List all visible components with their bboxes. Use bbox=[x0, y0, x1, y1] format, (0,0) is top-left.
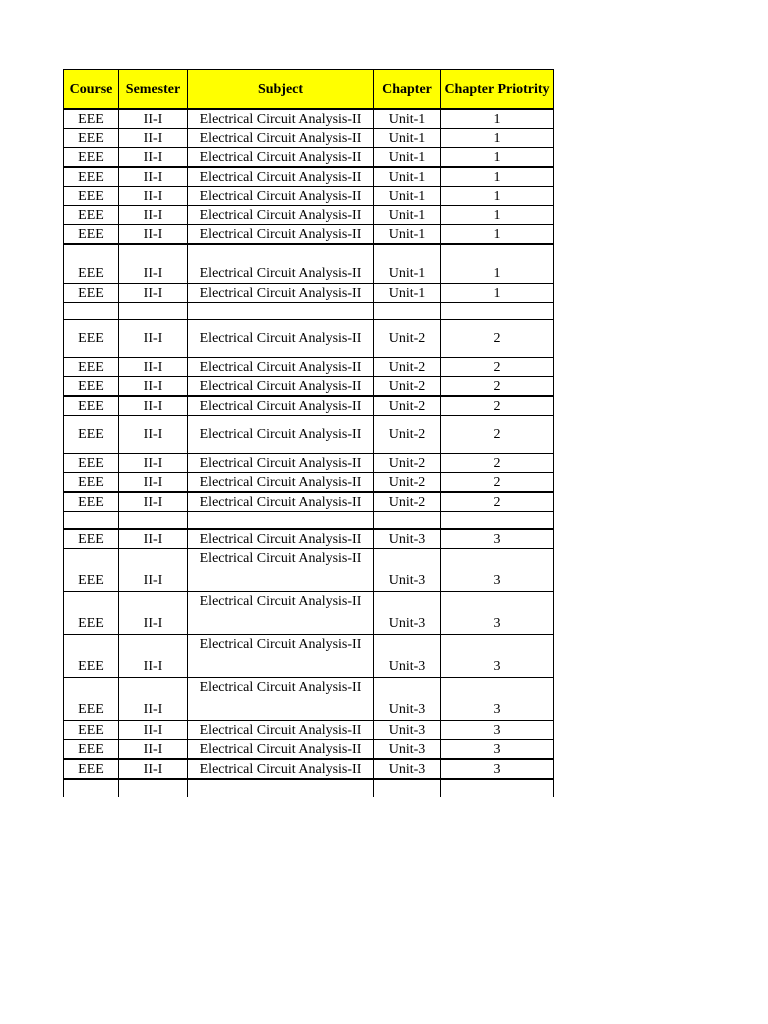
cell-subject[interactable]: Electrical Circuit Analysis-II bbox=[188, 244, 374, 284]
cell-course[interactable]: EEE bbox=[64, 759, 119, 779]
chapter-priority-table bbox=[63, 69, 554, 797]
cell-course[interactable] bbox=[64, 779, 119, 797]
cell-semester[interactable]: II-I bbox=[119, 416, 188, 454]
cell-chapter[interactable]: Unit-2 bbox=[374, 377, 441, 397]
table-row bbox=[64, 740, 554, 760]
cell-priority[interactable]: 3 bbox=[441, 592, 554, 635]
cell-subject[interactable]: Electrical Circuit Analysis-II bbox=[188, 396, 374, 416]
cell-semester[interactable]: II-I bbox=[119, 396, 188, 416]
cell-priority[interactable]: 2 bbox=[441, 396, 554, 416]
table-row bbox=[64, 225, 554, 245]
header-row bbox=[64, 70, 554, 110]
table-row-empty bbox=[64, 512, 554, 530]
cell-chapter[interactable]: Unit-1 bbox=[374, 206, 441, 225]
cell-priority[interactable]: 2 bbox=[441, 454, 554, 473]
cell-semester[interactable]: II-I bbox=[119, 187, 188, 206]
cell-chapter[interactable]: Unit-3 bbox=[374, 592, 441, 635]
cell-course[interactable]: EEE bbox=[64, 454, 119, 473]
cell-subject[interactable]: Electrical Circuit Analysis-II bbox=[188, 206, 374, 225]
cell-subject[interactable]: Electrical Circuit Analysis-II bbox=[188, 284, 374, 303]
cell-course[interactable]: EEE bbox=[64, 358, 119, 377]
cell-chapter[interactable]: Unit-2 bbox=[374, 320, 441, 358]
cell-chapter[interactable]: Unit-1 bbox=[374, 284, 441, 303]
cell-semester[interactable]: II-I bbox=[119, 473, 188, 493]
cell-semester[interactable]: II-I bbox=[119, 678, 188, 721]
cell-semester[interactable]: II-I bbox=[119, 225, 188, 245]
cell-chapter[interactable]: Unit-2 bbox=[374, 416, 441, 454]
cell-chapter[interactable]: Unit-2 bbox=[374, 358, 441, 377]
cell-semester[interactable]: II-I bbox=[119, 740, 188, 760]
cell-priority[interactable]: 1 bbox=[441, 109, 554, 129]
cell-priority[interactable]: 3 bbox=[441, 549, 554, 592]
cell-semester[interactable]: II-I bbox=[119, 244, 188, 284]
header-subject[interactable]: Subject bbox=[188, 70, 374, 110]
cell-course[interactable]: EEE bbox=[64, 244, 119, 284]
cell-priority[interactable]: 1 bbox=[441, 284, 554, 303]
cell-subject[interactable]: Electrical Circuit Analysis-II bbox=[188, 416, 374, 454]
cell-priority[interactable]: 1 bbox=[441, 148, 554, 168]
cell-subject[interactable]: Electrical Circuit Analysis-II bbox=[188, 225, 374, 245]
table-row bbox=[64, 416, 554, 454]
cell-chapter[interactable]: Unit-3 bbox=[374, 759, 441, 779]
table-row bbox=[64, 396, 554, 416]
cell-subject[interactable]: Electrical Circuit Analysis-II bbox=[188, 109, 374, 129]
table-row bbox=[64, 759, 554, 779]
cell-subject[interactable]: Electrical Circuit Analysis-II bbox=[188, 678, 374, 721]
cell-chapter[interactable]: Unit-1 bbox=[374, 167, 441, 187]
cell-chapter[interactable]: Unit-2 bbox=[374, 473, 441, 493]
cell-priority[interactable]: 1 bbox=[441, 225, 554, 245]
cell-course[interactable]: EEE bbox=[64, 416, 119, 454]
table-row bbox=[64, 148, 554, 168]
cell-subject[interactable]: Electrical Circuit Analysis-II bbox=[188, 473, 374, 493]
cell-semester[interactable]: II-I bbox=[119, 129, 188, 148]
header-course[interactable]: Course bbox=[64, 70, 119, 110]
cell-chapter[interactable] bbox=[374, 303, 441, 320]
table-row-empty bbox=[64, 779, 554, 797]
cell-priority[interactable]: 1 bbox=[441, 167, 554, 187]
cell-chapter[interactable]: Unit-2 bbox=[374, 454, 441, 473]
cell-chapter[interactable] bbox=[374, 779, 441, 797]
table-row-empty bbox=[64, 303, 554, 320]
cell-semester[interactable]: II-I bbox=[119, 454, 188, 473]
cell-semester[interactable]: II-I bbox=[119, 109, 188, 129]
cell-chapter[interactable]: Unit-3 bbox=[374, 721, 441, 740]
cell-semester[interactable]: II-I bbox=[119, 284, 188, 303]
cell-semester[interactable]: II-I bbox=[119, 206, 188, 225]
cell-subject[interactable]: Electrical Circuit Analysis-II bbox=[188, 740, 374, 760]
cell-course[interactable]: EEE bbox=[64, 284, 119, 303]
cell-subject[interactable]: Electrical Circuit Analysis-II bbox=[188, 167, 374, 187]
table-row bbox=[64, 492, 554, 512]
cell-subject[interactable]: Electrical Circuit Analysis-II bbox=[188, 592, 374, 635]
table-row bbox=[64, 167, 554, 187]
cell-priority[interactable]: 3 bbox=[441, 759, 554, 779]
cell-priority[interactable]: 2 bbox=[441, 473, 554, 493]
cell-chapter[interactable]: Unit-3 bbox=[374, 529, 441, 549]
cell-chapter[interactable]: Unit-2 bbox=[374, 492, 441, 512]
cell-subject[interactable]: Electrical Circuit Analysis-II bbox=[188, 377, 374, 397]
cell-chapter[interactable]: Unit-1 bbox=[374, 109, 441, 129]
cell-semester[interactable]: II-I bbox=[119, 592, 188, 635]
cell-subject[interactable]: Electrical Circuit Analysis-II bbox=[188, 187, 374, 206]
table-row bbox=[64, 549, 554, 592]
cell-semester[interactable]: II-I bbox=[119, 358, 188, 377]
cell-chapter[interactable]: Unit-1 bbox=[374, 244, 441, 284]
cell-course[interactable]: EEE bbox=[64, 678, 119, 721]
table-row bbox=[64, 592, 554, 635]
table-row bbox=[64, 529, 554, 549]
cell-priority[interactable]: 2 bbox=[441, 416, 554, 454]
cell-subject[interactable]: Electrical Circuit Analysis-II bbox=[188, 129, 374, 148]
cell-chapter[interactable]: Unit-1 bbox=[374, 187, 441, 206]
cell-course[interactable]: EEE bbox=[64, 377, 119, 397]
cell-course[interactable]: EEE bbox=[64, 396, 119, 416]
table-row bbox=[64, 358, 554, 377]
cell-chapter[interactable]: Unit-3 bbox=[374, 678, 441, 721]
cell-course[interactable]: EEE bbox=[64, 473, 119, 493]
cell-priority[interactable]: 3 bbox=[441, 740, 554, 760]
cell-semester[interactable]: II-I bbox=[119, 167, 188, 187]
cell-semester[interactable] bbox=[119, 779, 188, 797]
cell-subject[interactable]: Electrical Circuit Analysis-II bbox=[188, 492, 374, 512]
cell-priority[interactable]: 3 bbox=[441, 529, 554, 549]
cell-priority[interactable]: 2 bbox=[441, 358, 554, 377]
header-chapter-priority[interactable]: Chapter Priotrity bbox=[441, 70, 554, 110]
cell-course[interactable]: EEE bbox=[64, 549, 119, 592]
cell-subject[interactable]: Electrical Circuit Analysis-II bbox=[188, 358, 374, 377]
cell-priority[interactable] bbox=[441, 303, 554, 320]
cell-priority[interactable]: 1 bbox=[441, 206, 554, 225]
table-row bbox=[64, 109, 554, 129]
cell-course[interactable]: EEE bbox=[64, 167, 119, 187]
cell-course[interactable]: EEE bbox=[64, 148, 119, 168]
table-row bbox=[64, 206, 554, 225]
cell-course[interactable]: EEE bbox=[64, 592, 119, 635]
cell-chapter[interactable] bbox=[374, 512, 441, 530]
cell-subject[interactable] bbox=[188, 303, 374, 320]
cell-subject[interactable]: Electrical Circuit Analysis-II bbox=[188, 529, 374, 549]
cell-priority[interactable]: 3 bbox=[441, 635, 554, 678]
table-row bbox=[64, 635, 554, 678]
table-row bbox=[64, 454, 554, 473]
cell-priority[interactable]: 2 bbox=[441, 492, 554, 512]
header-chapter[interactable]: Chapter bbox=[374, 70, 441, 110]
cell-priority[interactable] bbox=[441, 512, 554, 530]
cell-priority[interactable]: 1 bbox=[441, 187, 554, 206]
cell-course[interactable]: EEE bbox=[64, 109, 119, 129]
cell-priority[interactable]: 1 bbox=[441, 244, 554, 284]
cell-semester[interactable]: II-I bbox=[119, 635, 188, 678]
cell-course[interactable]: EEE bbox=[64, 529, 119, 549]
cell-semester[interactable]: II-I bbox=[119, 320, 188, 358]
cell-course[interactable]: EEE bbox=[64, 187, 119, 206]
table-row bbox=[64, 244, 554, 284]
cell-semester[interactable]: II-I bbox=[119, 148, 188, 168]
cell-subject[interactable]: Electrical Circuit Analysis-II bbox=[188, 148, 374, 168]
cell-subject[interactable]: Electrical Circuit Analysis-II bbox=[188, 320, 374, 358]
cell-course[interactable]: EEE bbox=[64, 129, 119, 148]
cell-chapter[interactable]: Unit-3 bbox=[374, 549, 441, 592]
cell-chapter[interactable]: Unit-1 bbox=[374, 225, 441, 245]
cell-subject[interactable] bbox=[188, 512, 374, 530]
cell-chapter[interactable]: Unit-3 bbox=[374, 740, 441, 760]
cell-subject[interactable]: Electrical Circuit Analysis-II bbox=[188, 454, 374, 473]
cell-course[interactable] bbox=[64, 512, 119, 530]
cell-priority[interactable]: 3 bbox=[441, 721, 554, 740]
cell-semester[interactable] bbox=[119, 303, 188, 320]
cell-priority[interactable]: 1 bbox=[441, 129, 554, 148]
cell-priority[interactable] bbox=[441, 779, 554, 797]
cell-course[interactable]: EEE bbox=[64, 206, 119, 225]
table-row bbox=[64, 284, 554, 303]
table-row bbox=[64, 320, 554, 358]
cell-chapter[interactable]: Unit-1 bbox=[374, 148, 441, 168]
table-row bbox=[64, 129, 554, 148]
cell-priority[interactable]: 3 bbox=[441, 678, 554, 721]
cell-semester[interactable]: II-I bbox=[119, 549, 188, 592]
cell-course[interactable]: EEE bbox=[64, 492, 119, 512]
cell-semester[interactable]: II-I bbox=[119, 721, 188, 740]
cell-semester[interactable]: II-I bbox=[119, 759, 188, 779]
cell-course[interactable]: EEE bbox=[64, 721, 119, 740]
cell-subject[interactable]: Electrical Circuit Analysis-II bbox=[188, 721, 374, 740]
cell-subject[interactable]: Electrical Circuit Analysis-II bbox=[188, 549, 374, 592]
cell-course[interactable]: EEE bbox=[64, 740, 119, 760]
cell-chapter[interactable]: Unit-1 bbox=[374, 129, 441, 148]
cell-course[interactable]: EEE bbox=[64, 320, 119, 358]
cell-course[interactable]: EEE bbox=[64, 635, 119, 678]
header-semester[interactable]: Semester bbox=[119, 70, 188, 110]
cell-subject[interactable]: Electrical Circuit Analysis-II bbox=[188, 635, 374, 678]
cell-semester[interactable]: II-I bbox=[119, 377, 188, 397]
table-row bbox=[64, 473, 554, 493]
cell-priority[interactable]: 2 bbox=[441, 320, 554, 358]
table-row bbox=[64, 377, 554, 397]
cell-chapter[interactable]: Unit-2 bbox=[374, 396, 441, 416]
cell-priority[interactable]: 2 bbox=[441, 377, 554, 397]
table-row bbox=[64, 187, 554, 206]
table-row bbox=[64, 721, 554, 740]
cell-semester[interactable] bbox=[119, 512, 188, 530]
table-row bbox=[64, 678, 554, 721]
cell-subject[interactable]: Electrical Circuit Analysis-II bbox=[188, 759, 374, 779]
cell-subject[interactable] bbox=[188, 779, 374, 797]
cell-course[interactable] bbox=[64, 303, 119, 320]
cell-chapter[interactable]: Unit-3 bbox=[374, 635, 441, 678]
cell-semester[interactable]: II-I bbox=[119, 492, 188, 512]
cell-semester[interactable]: II-I bbox=[119, 529, 188, 549]
cell-course[interactable]: EEE bbox=[64, 225, 119, 245]
